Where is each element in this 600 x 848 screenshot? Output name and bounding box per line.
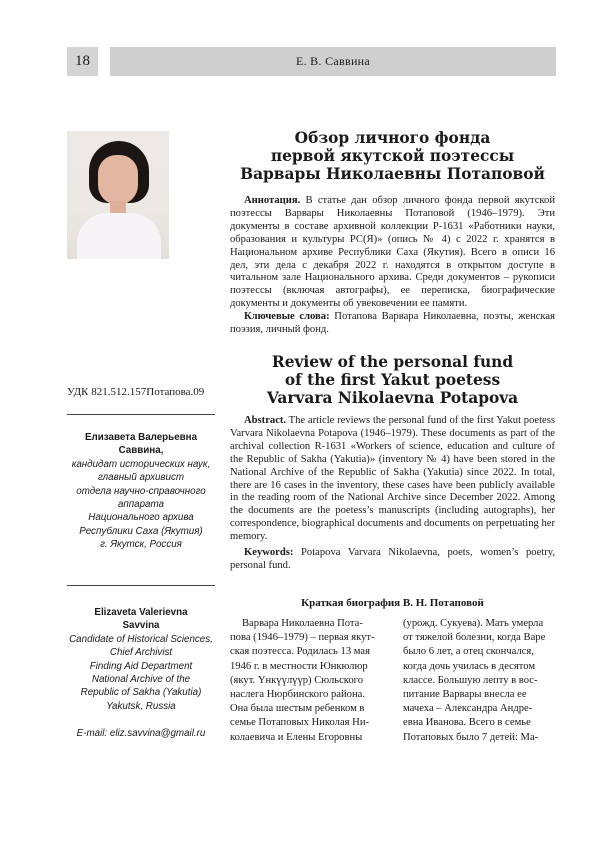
- divider: [67, 585, 215, 586]
- bio-line: евна Иванова. Всего в семье: [403, 717, 531, 729]
- bio-line: классе. Большую лепту в вос-: [403, 674, 538, 686]
- title-en-line: Review of the personal fund: [271, 353, 514, 371]
- keywords-ru: [230, 311, 555, 337]
- author-name-en: Elizaveta Valerievna: [94, 607, 188, 618]
- author-detail-ru: кандидат исторических наук,: [71, 458, 211, 470]
- article-title-ru: [230, 129, 555, 183]
- abstract-en-label: Abstract.: [244, 415, 287, 426]
- title-ru-line: первой якутской поэтессы: [270, 147, 515, 165]
- bio-column-right: [403, 617, 555, 745]
- author-info-en: [67, 606, 215, 741]
- bio-line: (урожд. Сукуева). Мать умерла: [403, 618, 544, 629]
- abstract-ru-label: Аннотация.: [244, 195, 301, 206]
- bio-line: питание Варвары внесла ее: [403, 689, 527, 701]
- keywords-en: [230, 547, 555, 573]
- author-detail-ru: отдела научно-справочного: [76, 485, 206, 497]
- bio-column-left: [230, 617, 382, 745]
- title-en-line: Varvara Nikolaevna Potapova: [266, 389, 519, 407]
- author-name-ru: Саввина,: [118, 445, 164, 457]
- author-detail-ru: Республики Саха (Якутия): [79, 525, 203, 537]
- abstract-ru: [230, 195, 555, 311]
- bio-line: (якут. Үнкүүлүүр) Сюльского: [230, 674, 364, 686]
- author-detail-en: Republic of Sakha (Yakutia): [80, 687, 202, 699]
- bio-line: Варвара Николаевна Пота-: [242, 618, 363, 629]
- bio-line: колаевича и Елены Егоровны: [230, 731, 363, 743]
- bio-line: когда дочь училась в десятом: [403, 660, 536, 672]
- section-heading-bio: Краткая биография В. Н. Потаповой: [301, 597, 484, 609]
- bio-line: 1946 г. в местности Юнкюлюр: [230, 660, 368, 672]
- title-ru-line: Обзор личного фонда: [294, 129, 491, 147]
- author-info-ru: [67, 431, 215, 552]
- keywords-ru-label: Ключевые слова:: [244, 311, 330, 322]
- author-detail-ru: аппарата: [118, 499, 164, 511]
- author-detail-en: Yakutsk, Russia: [106, 700, 176, 712]
- keywords-en-label: Keywords:: [244, 547, 294, 558]
- author-name-ru: Елизавета Валерьевна: [84, 432, 198, 443]
- bio-line: мачеха – Александра Андре-: [403, 703, 533, 715]
- author-email[interactable]: E-mail: eliz.savvina@gmail.ru: [76, 728, 206, 740]
- bio-line: Она была шестым ребенком в: [230, 703, 365, 715]
- author-detail-en: Finding Aid Department: [89, 660, 193, 672]
- bio-line: пова (1946–1979) – первая якут-: [230, 632, 375, 644]
- bio-line: от тяжелой болезни, когда Варе: [403, 632, 546, 644]
- bio-line: Потаповых было 7 детей: Ма-: [403, 731, 539, 743]
- keywords-en-text: Potapova Varvara Nikolaevna, poets, women’s poetry, personal fund.: [230, 547, 555, 571]
- title-en-line: of the first Yakut poetess: [284, 371, 501, 389]
- page-number: 18: [67, 47, 98, 76]
- author-detail-en: National Archive of the: [91, 674, 191, 686]
- author-detail-en: Candidate of Historical Sciences,: [69, 633, 213, 645]
- author-detail-en: Chief Archivist: [109, 647, 173, 659]
- running-header: Е. В. Саввина: [110, 47, 556, 76]
- abstract-ru-text: В статье дан обзор личного фонда первой якутской поэтессы Варвары Николаевны Потаповой (1946–1979). Эти документы в составе архивной коллекции Р-1631 «Работники науки, образования и культуры РС(Я)» (опись № 4) с 2022 г. хранятся в Национальном архиве Республики Саха (Якутия). Всего в описи 16 дел, эти дела с декабря 2022 г. находятся в открытом доступе в читальном зале Национального архива. Среди документов – рукописи поэтессы (включая автографы), ее переписка, биографические документы и документы об увековечении ее памяти.: [230, 195, 555, 310]
- udk-code: УДК 821.512.157Потапова.09: [67, 386, 205, 398]
- bio-line: было 6 лет, а отец скончался,: [403, 646, 534, 658]
- author-detail-ru: Национального архива: [88, 512, 194, 524]
- author-photo: [67, 131, 169, 259]
- title-ru-line: Варвары Николаевны Потаповой: [240, 165, 545, 183]
- bio-line: наслега Нюрбинского района.: [230, 689, 365, 701]
- article-title-en: [230, 353, 555, 407]
- bio-line: семье Потаповых Николая Ни-: [230, 717, 370, 729]
- keywords-ru-text: Потапова Варвара Николаевна, поэты, женская поэзия, личный фонд.: [230, 311, 555, 335]
- author-detail-ru: главный архивист: [97, 472, 185, 484]
- abstract-en-text: The article reviews the personal fund of the first Yakut poetess Varvara Nikolaevna Potapova (1946–1979). These documents as part of the archival collection R-1631 «Workers of science, education and culture of the Republic of Sakha (Yakutia)» (inventory № 4) have been stored in the National Archive of the Republic of Sakha (Yakutia) since 2022. In total, there are 16 cases in the inventory, these cases have been publicly available in the reading room of the National Archive since December 2022. Among the documents are the poetess’s manuscripts (including autographs), her correspondence, biographical documents and documents on perpetuating her memory.: [230, 415, 555, 543]
- abstract-en: [230, 415, 555, 544]
- author-name-en: Savvina: [122, 620, 160, 632]
- bio-line: ская поэтесса. Родилась 13 мая: [230, 646, 370, 658]
- divider: [67, 414, 215, 415]
- author-detail-ru: г. Якутск, Россия: [100, 539, 182, 551]
